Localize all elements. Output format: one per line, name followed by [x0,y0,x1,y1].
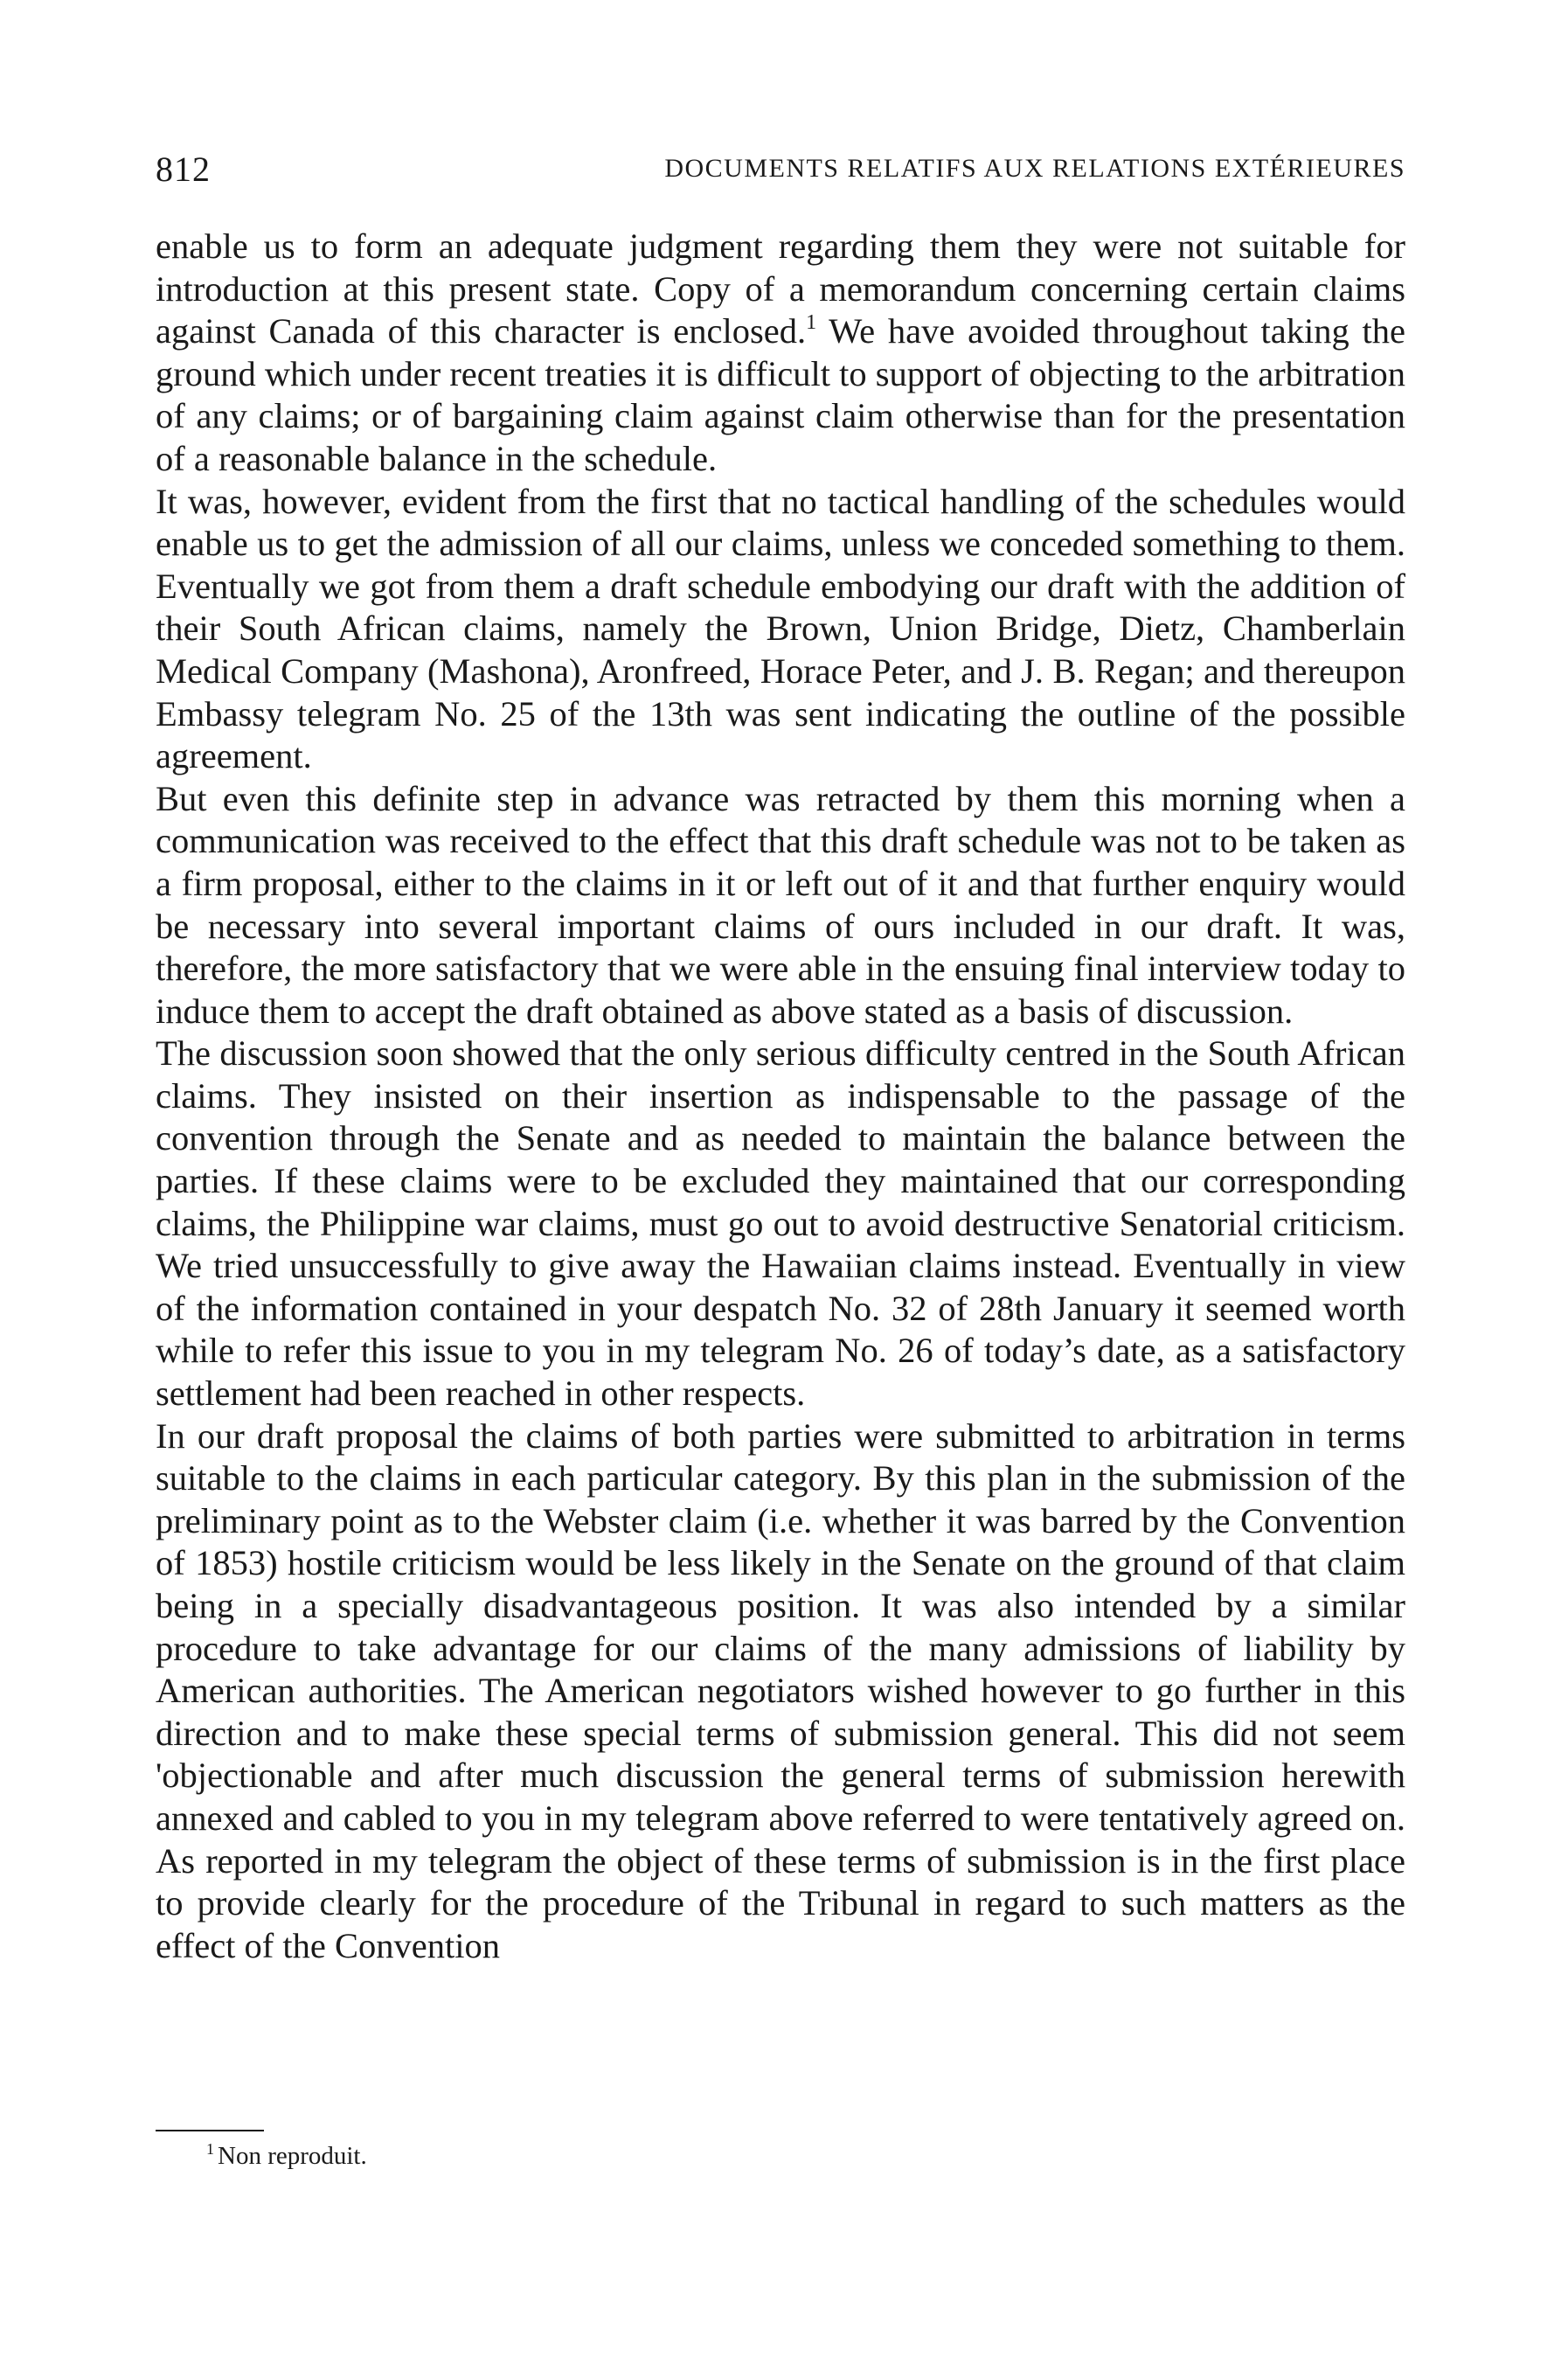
paragraph-5: In our draft proposal the claims of both parties were submitted to arbitration in terms suitable to the claims in each particular category. By this plan in the submission of the preliminary point as to the Webster claim (i.e. whether it was barred by the Convention of 1853) hostile criticism would be less likely in the Senate on the ground of that claim being in a specially disadvantageous position. It was also intended by a similar procedure to take advantage for our claims of the many admissions of liability by American authorities. The American negotiators wished however to go further in this direction and to make these special terms of submission general. This did not seem 'objectionable and after much discussion the general terms of submission herewith annexed and cabled to you in my telegram above referred to were tentatively agreed on. As reported in my telegram the object of these terms of submission is in the first place to provide clearly for the procedure of the Tribunal in regard to such matters as the effect of the Convention [156,1415,1405,1965]
paragraph-1 [156,226,1405,481]
paragraph-3: But even this definite step in advance was retracted by them this morning when a communication was received to the effect that this draft schedule was not to be taken as a firm proposal, either to the claims in it or left out of it and that further enquiry would be necessary into several important claims of ours included in our draft. It was, therefore, the more satisfactory that we were able in the ensuing final interview today to induce them to accept the draft obtained as above stated as a basis of discussion. [156,778,1405,1031]
body-text [156,226,1405,1967]
footnote [206,2140,367,2172]
footnote-marker: 1 [206,2140,214,2159]
paragraph-2: It was, however, evident from the first that no tactical handling of the schedules would enable us to get the admission of all our claims, unless we conceded something to them. Eventually we got from them a draft schedule embodying our draft with the addition of their South African claims, namely the Brown, Union Bridge, Dietz, Chamberlain Medical Company (Mashona), Aronfreed, Horace Peter, and J. B. Regan; and thereupon Embassy telegram No. 25 of the 13th was sent indicating the outline of the possible agreement. [156,481,1405,776]
page-number: 812 [156,149,211,189]
page-header [156,149,1405,201]
paragraph-4: The discussion soon showed that the only serious difficulty centred in the South African claims. They insisted on their insertion as indispensable to the passage of the convention through the Senate and as needed to maintain the balance between the parties. If these claims were to be excluded they maintained that our corresponding claims, the Philippine war claims, must go out to avoid destructive Senatorial criticism. We tried unsuccessfully to give away the Hawaiian claims instead. Eventually in view of the information contained in your despatch No. 32 of 28th January it seemed worth while to refer this issue to you in my telegram No. 26 of today’s date, as a satisfactory settlement had been reached in other respects. [156,1033,1405,1414]
footnote-divider [156,2130,264,2131]
paragraph-1-part-a: enable us to form an adequate judgment regarding them they were not suitable for introduction at this present state. Copy of a memorandum concerning certain claims against Canada of this character is enclosed. [156,226,1405,351]
paragraph-1-part-b: We have avoided throughout taking the ground which under recent treaties it is difficult to support of objecting to the arbitration of any claims; or of bargaining claim against claim otherwise than for the presentation of a reasonable balance in the schedule. [156,311,1405,478]
footnote-text: Non reproduit. [218,2142,367,2170]
running-head: DOCUMENTS RELATIFS AUX RELATIONS EXTÉRIEURES [664,154,1405,183]
footnote-reference: 1 [806,310,817,334]
